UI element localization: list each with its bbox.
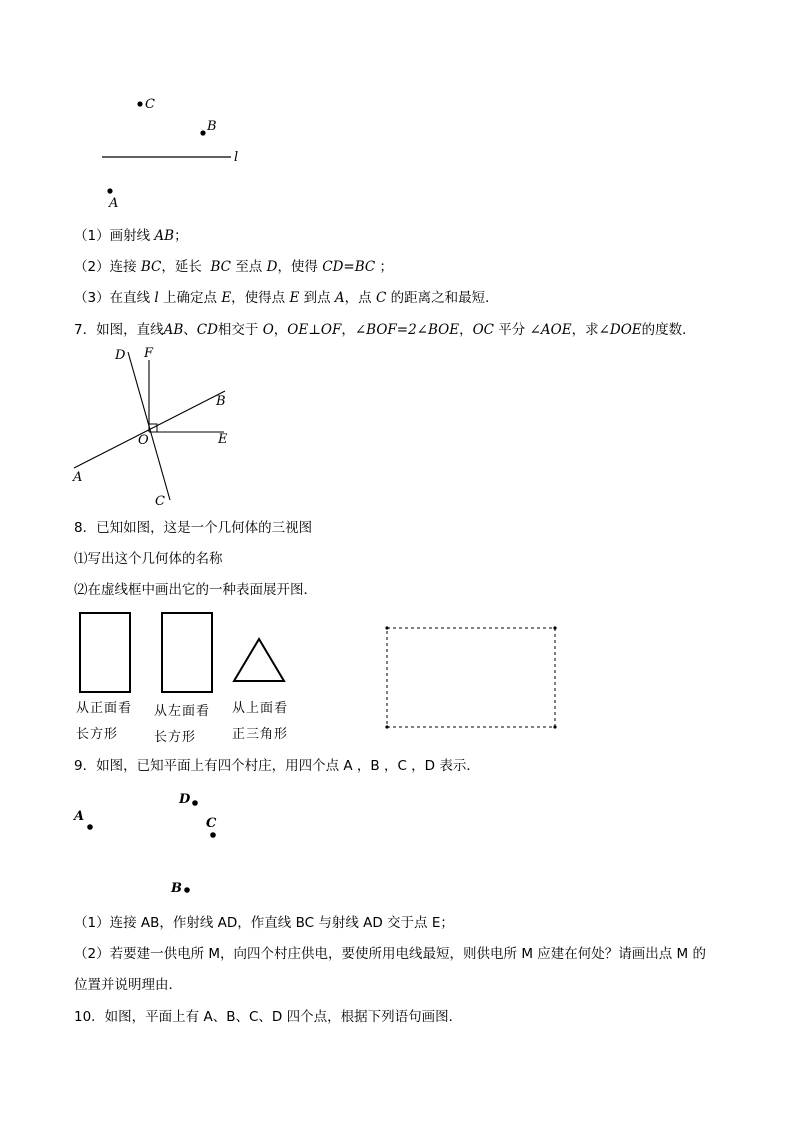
fig7-label-a: A bbox=[73, 470, 83, 485]
view-caption-left-l2: 长方形 bbox=[154, 730, 197, 745]
q9-title: 9．如图，已知平面上有四个村庄，用四个点 A ，B ，C ，D 表示． bbox=[74, 758, 480, 774]
fig9-label-c: C bbox=[206, 816, 217, 831]
q6-s3-c: C bbox=[375, 290, 387, 306]
q9-step-2-line2: 位置并说明理由． bbox=[74, 977, 182, 993]
q6-s1-ab: AB bbox=[154, 228, 175, 244]
q7-t1: 相交于 bbox=[217, 322, 263, 338]
q6-s2-mid3: ，使得 bbox=[277, 259, 323, 275]
q7-t7: 的度数． bbox=[641, 322, 696, 338]
q6-s3-mid4: ，点 bbox=[344, 290, 376, 306]
q7-doe: ∠DOE bbox=[598, 322, 642, 338]
q6-s2-eq: CD=BC bbox=[322, 259, 376, 275]
q6-s3-e: E bbox=[221, 290, 232, 306]
fig9-label-d: D bbox=[179, 792, 191, 807]
q6-s3-mid3: 到点 bbox=[299, 290, 335, 306]
view-caption-top-l1: 从上面看 bbox=[232, 701, 289, 716]
q7-angle-rel: ∠BOF=2∠BOE bbox=[354, 322, 460, 338]
q7-perp: OE⊥OF bbox=[287, 322, 342, 338]
q7-t3: ， bbox=[341, 322, 355, 338]
q6-s3-mid2: ，使得点 bbox=[231, 290, 290, 306]
village-c-dot bbox=[210, 832, 216, 838]
fig7-label-d: D bbox=[115, 348, 126, 363]
q10-title: 10．如图，平面上有 A、B、C、D 四个点，根据下列语句画图． bbox=[74, 1009, 463, 1025]
q8-step-2: ⑵在虚线框中画出它的一种表面展开图． bbox=[74, 582, 317, 598]
q7-ab: AB bbox=[163, 322, 184, 338]
view-caption-front-l1: 从正面看 bbox=[76, 701, 133, 716]
q7-t2: ， bbox=[273, 322, 288, 338]
q6-s2-pre: （2）连接 bbox=[74, 259, 141, 275]
view-caption-front-l2: 长方形 bbox=[76, 727, 119, 742]
fig7-label-e: E bbox=[218, 432, 228, 447]
q6-s1-pre: （1）画射线 bbox=[74, 228, 155, 244]
fig9-label-b: B bbox=[171, 881, 182, 896]
fig7-label-c: C bbox=[155, 494, 165, 509]
view-caption-top-l2: 正三角形 bbox=[232, 727, 289, 742]
q9-step-1: （1）连接 AB，作射线 AD，作直线 BC 与射线 AD 交于点 E； bbox=[74, 915, 454, 931]
fig7-label-o: O bbox=[138, 433, 149, 448]
q7-o: O bbox=[262, 322, 274, 338]
q6-s2-bc2: BC bbox=[210, 259, 232, 275]
q6-s3-a: A bbox=[334, 290, 345, 306]
q7-t4: ， bbox=[459, 322, 473, 338]
q8-step-1: ⑴写出这个几何体的名称 bbox=[74, 551, 223, 567]
view-caption-left-l1: 从左面看 bbox=[154, 704, 211, 719]
q6-s3-mid1: 上确定点 bbox=[158, 290, 222, 306]
q7-num: 7．如图，直线 bbox=[74, 322, 164, 338]
fig6-label-b: B bbox=[207, 119, 217, 134]
village-a-dot bbox=[87, 824, 93, 830]
q6-s3-pre: （3）在直线 bbox=[74, 290, 155, 306]
q7-t5: 平分 bbox=[494, 322, 530, 338]
fig7-label-b: B bbox=[216, 394, 226, 409]
q6-s2-mid2: 至点 bbox=[231, 259, 267, 275]
q7-aoe: ∠AOE bbox=[529, 322, 572, 338]
q7-sep1: 、 bbox=[183, 322, 197, 338]
q8-title: 8．已知如图，这是一个几何体的三视图 bbox=[74, 520, 313, 536]
q7-t6: ，求 bbox=[571, 322, 599, 338]
q7-oc: OC bbox=[472, 322, 494, 338]
fig9-label-a: A bbox=[74, 809, 85, 824]
q6-s3-l: l bbox=[154, 290, 159, 306]
q6-s2-bc1: BC bbox=[140, 259, 162, 275]
q7-cd: CD bbox=[196, 322, 218, 338]
village-b-dot bbox=[184, 887, 190, 893]
q6-s3-e2: E bbox=[289, 290, 300, 306]
q6-s2-d: D bbox=[266, 259, 278, 275]
fig6-label-c: C bbox=[145, 97, 155, 112]
q6-s3-post: 的距离之和最短． bbox=[386, 290, 499, 306]
fig6-label-l: l bbox=[234, 150, 239, 165]
village-d-dot bbox=[192, 800, 198, 806]
q9-step-2-line1: （2）若要建一供电所 M，向四个村庄供电，要使所用电线最短，则供电所 M 应建在何处？请画出点 M 的 bbox=[74, 946, 706, 962]
fig7-label-f: F bbox=[144, 346, 154, 361]
q6-s2-mid1: ，延长 bbox=[161, 259, 211, 275]
q6-s2-post: ； bbox=[375, 259, 393, 275]
fig6-label-a: A bbox=[109, 196, 119, 211]
q6-s1-post: ； bbox=[174, 228, 188, 244]
